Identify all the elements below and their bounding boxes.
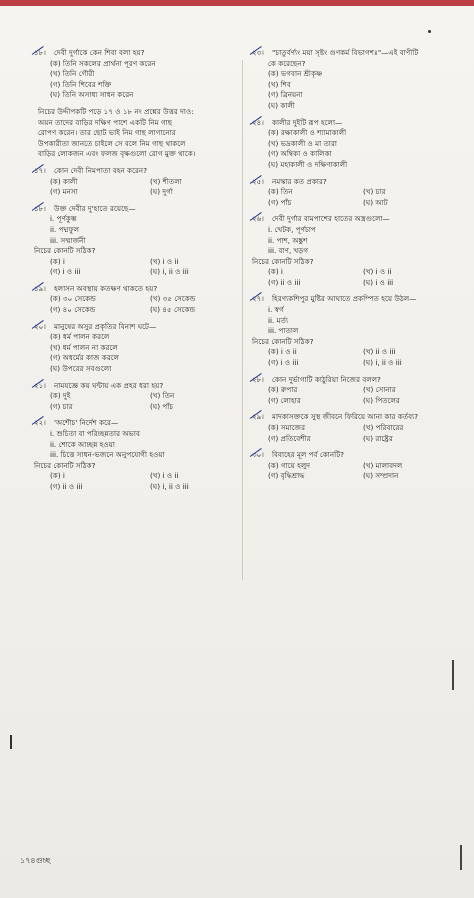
statement-item: i. স্বর্গ bbox=[268, 305, 284, 315]
question-text: কোন দেবী নিমপাতা বহন করেন? bbox=[54, 165, 148, 175]
answer-option: (ক) তিন bbox=[268, 187, 293, 197]
answer-option: (ক) i bbox=[50, 471, 65, 481]
answer-option: (গ) চার bbox=[50, 401, 73, 411]
left-column bbox=[34, 48, 244, 499]
statement-item: iii. চিত্তে সাধন-ভজনে অনুপযোগী হওয়া bbox=[50, 450, 165, 460]
statement-item: ii. পাশ, অঙ্কুশ bbox=[268, 235, 308, 245]
answer-option: (ক) ধর্ম পালন করলে bbox=[50, 332, 110, 342]
answer-option: (গ) বৃদ্ধিশ্রাদ্ধ bbox=[268, 471, 305, 481]
question-number: ১৮। bbox=[34, 203, 46, 213]
answer-option: (ঘ) রাষ্ট্রের bbox=[363, 433, 393, 443]
answer-option: (ক) গায়ে হলুদ bbox=[268, 460, 311, 470]
which-correct-prompt: নিচের কোনটি সঠিক? bbox=[34, 246, 96, 256]
answer-option: (ঘ) ৪৫ সেকেন্ড bbox=[150, 305, 196, 315]
answer-option: (গ) লোহার bbox=[268, 395, 301, 405]
answer-option: (খ) ৩৫ সেকেন্ড bbox=[150, 294, 196, 304]
question-number: ১৮। bbox=[34, 48, 46, 57]
option-grid bbox=[268, 187, 452, 208]
question-number: ২৫। bbox=[252, 176, 264, 186]
answer-option: (ক) ভগবান শ্রীকৃষ্ণ bbox=[268, 69, 323, 79]
option-grid bbox=[50, 391, 244, 412]
answer-option: (খ) ভদ্রকালী ও মা তারা bbox=[268, 138, 338, 148]
option-grid bbox=[50, 177, 244, 198]
option-grid bbox=[268, 385, 452, 406]
answer-option: (খ) i ও ii bbox=[150, 256, 179, 266]
answer-option: (খ) সোনার bbox=[363, 385, 396, 395]
question-text: 'অশৌচ' নির্দেশ করে— bbox=[54, 418, 119, 428]
answer-option: (ঘ) i ও iii bbox=[363, 277, 394, 287]
question-text: কোন দুর্ভাগাটি কাঠুরিয়া নিজের বলল? bbox=[272, 374, 381, 384]
answer-option: (খ) শীতলা bbox=[150, 176, 182, 186]
question-text: হলাসন অবস্থায় কতক্ষণ থাকতে হয়? bbox=[54, 283, 158, 293]
question-stem bbox=[34, 418, 244, 429]
answer-option: (গ) তিনি শিবের শক্তি bbox=[50, 79, 112, 89]
pen-stroke bbox=[460, 845, 462, 870]
which-correct-prompt: নিচের কোনটি সঠিক? bbox=[252, 336, 314, 346]
question-text: কালীর দুইটি রূপ হলো— bbox=[272, 117, 343, 127]
question-text: হিরণ্যকশিপুর মুষ্টির আঘাতে প্রকম্পিত হয়ে উঠল— bbox=[272, 294, 417, 304]
option-grid bbox=[268, 347, 452, 368]
option-grid bbox=[268, 423, 452, 444]
question-text: নামযজ্ঞে কয় ঘন্টায় এক প্রহর ধরা হয়? bbox=[54, 380, 164, 390]
question-number: ২৭। bbox=[252, 294, 264, 304]
option-list bbox=[268, 69, 452, 111]
page-number: ১৭৪গুচ্ছ bbox=[20, 856, 51, 865]
question-number: ১৭। bbox=[34, 165, 46, 175]
question-stem bbox=[252, 450, 452, 461]
answer-option: (ঘ) পিতলের bbox=[363, 395, 400, 405]
statement-item: ii. পদ্মফুল bbox=[50, 224, 80, 234]
question-stem bbox=[34, 322, 244, 333]
question-text: বিবাহের মূল পর্ব কোনটি? bbox=[272, 450, 344, 460]
option-grid bbox=[50, 471, 244, 492]
question-text: মাদকাসক্তকে সুস্থ জীবনে ফিরিয়ে আনা কার কর্তব্য? bbox=[272, 412, 419, 422]
answer-option: (খ) ii ও iii bbox=[363, 347, 396, 357]
option-list bbox=[50, 332, 244, 374]
question-number: ২৬। bbox=[252, 214, 264, 224]
statement-list bbox=[268, 225, 452, 257]
answer-option: (গ) ii ও iii bbox=[268, 277, 301, 287]
question-block bbox=[252, 48, 452, 112]
answer-option: (ঘ) তিনি অসাধ্য সাধন করেন bbox=[50, 90, 134, 100]
statement-list bbox=[50, 214, 244, 246]
pen-stroke bbox=[10, 735, 12, 749]
answer-option: (গ) অধর্মের কাজ করলে bbox=[50, 353, 120, 363]
answer-option: (ক) i bbox=[268, 267, 283, 277]
statement-item: ii. শোকে আচ্ছন্ন হওয়া bbox=[50, 439, 115, 449]
answer-option: (ঘ) i, ii ও iii bbox=[150, 481, 189, 491]
top-edge-band bbox=[0, 0, 474, 6]
answer-option: (ক) কালী bbox=[50, 176, 78, 186]
question-number: ২২। bbox=[34, 418, 46, 428]
answer-option: (ঘ) পাঁচ bbox=[150, 401, 174, 411]
option-grid bbox=[268, 267, 452, 288]
answer-option: (ক) দুই bbox=[50, 391, 71, 401]
answer-option: (ক) i bbox=[50, 256, 65, 266]
question-number: ৩০। bbox=[252, 450, 264, 460]
answer-option: (গ) অম্বিকা ও কালিকা bbox=[268, 149, 332, 159]
answer-option: (ঘ) i, ii ও iii bbox=[150, 267, 189, 277]
answer-option: (ক) রুপার bbox=[268, 385, 298, 395]
answer-option: (গ) ব্রিনয়না bbox=[268, 90, 303, 100]
question-block bbox=[34, 381, 244, 413]
question-number: ২০। bbox=[34, 321, 46, 331]
question-number: ২৩। bbox=[252, 48, 264, 57]
pen-stroke bbox=[452, 660, 454, 690]
question-text: উক্ত দেবীর দু'হাতে রয়েছে— bbox=[54, 203, 136, 213]
answer-option: (ঘ) দুর্গা bbox=[150, 187, 173, 197]
answer-option: (ক) ৩০ সেকেন্ড bbox=[50, 294, 96, 304]
question-stem bbox=[252, 48, 452, 59]
question-number: ২৮। bbox=[252, 374, 264, 384]
question-stem bbox=[34, 48, 244, 59]
passage-line: বাড়ির লোকজন এবং ফলজ বৃক্ষগুলো রোগ মুক্ত থাকে। bbox=[38, 149, 196, 159]
question-block bbox=[252, 412, 452, 444]
answer-option: (খ) চার bbox=[363, 187, 386, 197]
passage-line: অয়ন তাদের বাড়ির দক্ষিণ পাশে একটি নিম গাছ bbox=[38, 117, 173, 127]
answer-option: (খ) i ও ii bbox=[150, 471, 179, 481]
question-block bbox=[34, 418, 244, 492]
which-correct-prompt: নিচের কোনটি সঠিক? bbox=[34, 460, 96, 470]
option-grid bbox=[50, 257, 244, 278]
question-number: ২৪। bbox=[252, 117, 264, 127]
answer-option: (গ) মনসা bbox=[50, 187, 78, 197]
answer-option: (গ) ii ও iii bbox=[50, 481, 83, 491]
passage-line: উপকারীতা জানতে চাইলে সে বলে নিম গাছ থাকলে bbox=[38, 138, 186, 148]
answer-option: (ক) সমাজের bbox=[268, 423, 306, 432]
answer-option: (গ) প্রতিবেশীর bbox=[268, 433, 311, 443]
statement-item: ii. মর্ত্য bbox=[268, 315, 289, 325]
question-stem bbox=[34, 381, 244, 392]
answer-option: (খ) শিব bbox=[268, 79, 291, 89]
answer-option: (খ) তিনি গৌরী bbox=[50, 69, 95, 79]
answer-option: (খ) তিন bbox=[150, 391, 175, 401]
question-stem bbox=[252, 177, 452, 188]
question-block bbox=[34, 204, 244, 278]
answer-option: (ক) তিনি সকলের প্রার্থনা পূরণ করেন bbox=[50, 58, 156, 68]
statement-item: iii. পাতাল bbox=[268, 326, 299, 336]
ink-dot bbox=[428, 30, 431, 33]
answer-option: (ঘ) উপরের সবগুলো bbox=[50, 364, 112, 374]
which-correct-prompt: নিচের কোনটি সঠিক? bbox=[252, 256, 314, 266]
question-stem bbox=[34, 166, 244, 177]
passage-line: নিচের উদ্দীপকটি পড়ে ১৭ ও ১৮ নং প্রশ্নের উত্তর দাও: bbox=[38, 106, 194, 116]
question-stem bbox=[252, 294, 452, 305]
option-grid bbox=[50, 294, 244, 315]
question-stem bbox=[252, 375, 452, 386]
question-stem bbox=[34, 204, 244, 215]
question-stem bbox=[252, 412, 452, 423]
question-block bbox=[252, 294, 452, 368]
statement-list bbox=[268, 305, 452, 337]
question-block bbox=[34, 48, 244, 101]
statement-item: i. খেটক, পূর্ণচাপ bbox=[268, 224, 316, 234]
question-block bbox=[252, 214, 452, 288]
question-number: ২৯। bbox=[252, 412, 264, 422]
answer-option: (খ) মালাবদল bbox=[363, 460, 403, 470]
statement-list bbox=[50, 429, 244, 461]
answer-option: (গ) পাঁচ bbox=[268, 197, 292, 207]
question-number: ২১। bbox=[34, 380, 46, 390]
statement-item: iii. বাণ, খড়গ bbox=[268, 246, 309, 256]
question-block bbox=[34, 322, 244, 375]
question-text: "চাতুর্বর্ণ্যং ময়া সৃষ্টং গুণকর্ম বিভাগশঃ"—এই বাণীটি bbox=[272, 48, 419, 57]
answer-option: (খ) পরিবারের bbox=[363, 423, 404, 432]
option-grid bbox=[268, 461, 452, 482]
question-text: দেবী দুর্গার বামপাশের হাতের অস্ত্রগুলো— bbox=[272, 214, 390, 224]
question-stem bbox=[252, 118, 452, 129]
question-block bbox=[252, 375, 452, 407]
right-column bbox=[252, 48, 452, 488]
answer-option: (গ) i ও iii bbox=[50, 267, 81, 277]
statement-item: i. পূর্ণকুম্ভ bbox=[50, 214, 77, 224]
statement-item: iii. সম্মার্জনী bbox=[50, 235, 86, 245]
answer-option: (ক) রক্ষাকালী ও শ্যামাকালী bbox=[268, 128, 347, 138]
answer-option: (গ) i ও iii bbox=[268, 358, 299, 368]
question-block bbox=[34, 166, 244, 198]
answer-option: (ঘ) i, ii ও iii bbox=[363, 358, 402, 368]
question-text: নমস্কার কত প্রকার? bbox=[272, 176, 327, 186]
question-block bbox=[34, 284, 244, 316]
answer-option: (খ) ধর্ম পালন না করলে bbox=[50, 342, 118, 352]
answer-option: (খ) i ও ii bbox=[363, 267, 392, 277]
question-number: ১৯। bbox=[34, 283, 46, 293]
option-list bbox=[268, 128, 452, 170]
question-text-cont: কে করেছেন? bbox=[268, 58, 306, 68]
answer-option: (ঘ) কালী bbox=[268, 100, 295, 110]
question-stem bbox=[252, 214, 452, 225]
statement-item: i. শুচিতা বা পরিচ্ছন্নতার অভাব bbox=[50, 429, 140, 438]
question-block bbox=[252, 118, 452, 171]
passage-line: রোপণ করেন। তার ছোট ভাই নিম গাছ লাগানোর bbox=[38, 128, 176, 138]
question-text: মানুষের অসুর প্রকৃতির বিনাশ ঘটে— bbox=[54, 321, 157, 331]
answer-option: (ক) i ও ii bbox=[268, 347, 297, 357]
question-block bbox=[252, 177, 452, 209]
question-block bbox=[252, 450, 452, 482]
answer-option: (গ) ৪০ সেকেন্ড bbox=[50, 305, 96, 315]
stimulus-passage bbox=[38, 107, 244, 160]
answer-option: (ঘ) সম্প্রদান bbox=[363, 471, 399, 481]
answer-option: (ঘ) আট bbox=[363, 197, 388, 207]
option-list bbox=[50, 59, 244, 101]
answer-option: (ঘ) মহাকালী ও দক্ষিণাকালী bbox=[268, 159, 348, 169]
question-text: দেবী দুর্গাকে কেন শিবা বলা হয়? bbox=[54, 48, 145, 57]
question-stem bbox=[34, 284, 244, 295]
